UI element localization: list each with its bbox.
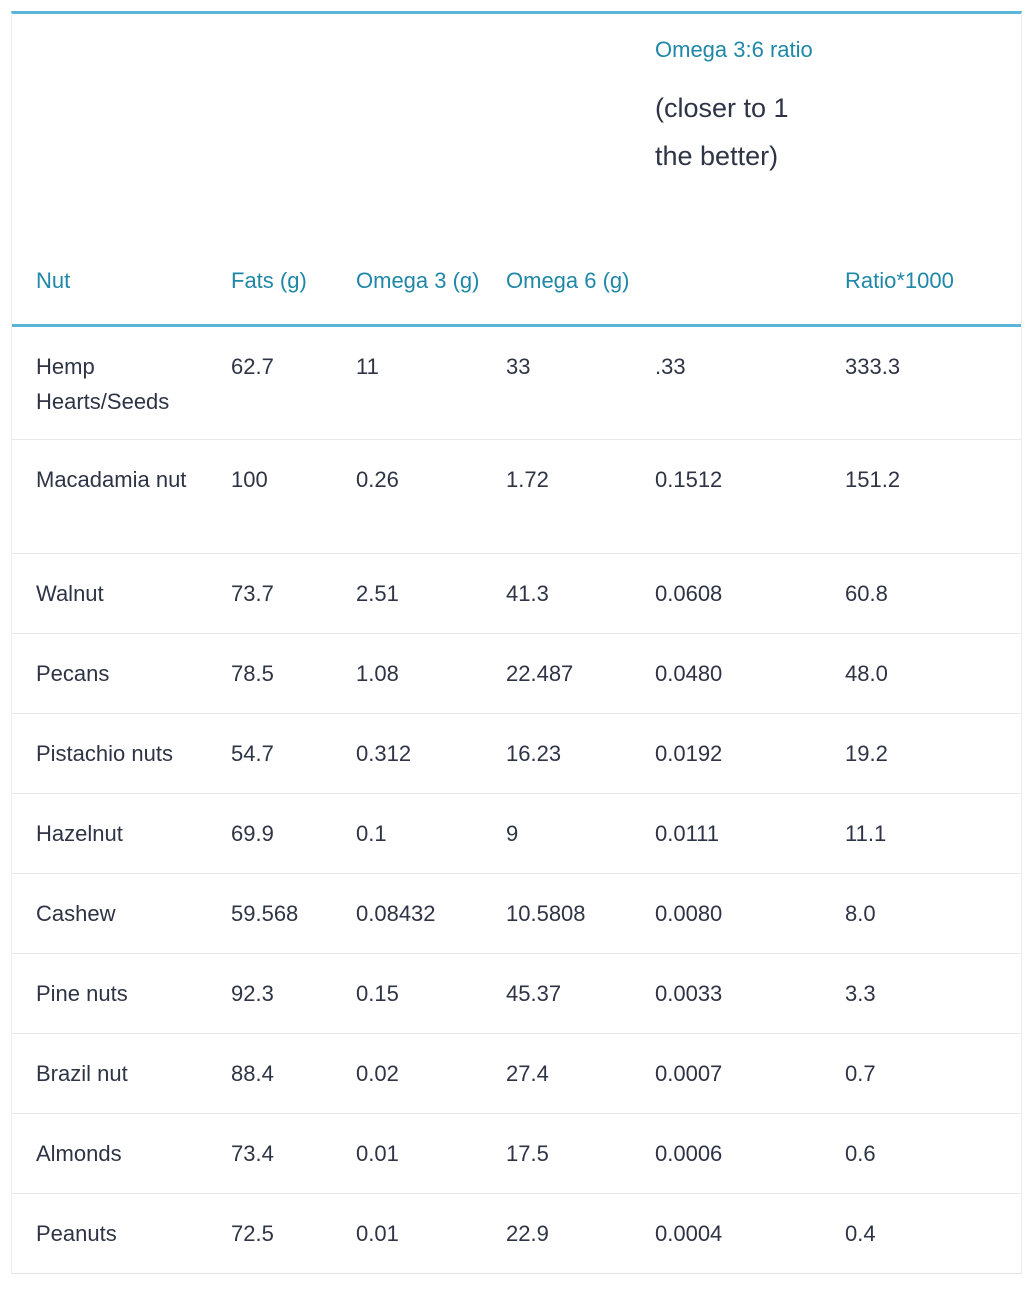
header-omega6-label: Omega 6 (g) — [506, 267, 630, 293]
table-row — [12, 793, 1021, 873]
table-row — [12, 325, 1021, 439]
header-omega3 — [356, 14, 506, 325]
table-body — [12, 325, 1021, 1273]
header-nut: Nut — [36, 267, 71, 293]
table-row — [12, 873, 1021, 953]
cell-ratio1000: 0.6 — [845, 1140, 876, 1166]
cell-fats: 100 — [231, 466, 268, 492]
cell-omega3: 0.1 — [356, 820, 387, 846]
cell-omega3: 0.15 — [356, 980, 399, 1006]
cell-ratio: 0.0192 — [655, 740, 723, 766]
cell-nut: Pine nuts — [36, 980, 128, 1006]
cell-omega6: 17.5 — [506, 1140, 549, 1166]
cell-omega6: 9 — [506, 820, 519, 846]
cell-omega6: 1.72 — [506, 466, 549, 492]
cell-fats: 62.7 — [231, 353, 274, 379]
cell-ratio: 0.1512 — [655, 466, 723, 492]
cell-omega3: 0.01 — [356, 1140, 399, 1166]
nut-omega-table-container — [11, 11, 1022, 1274]
cell-omega6: 10.5808 — [506, 900, 586, 926]
cell-omega6: 33 — [506, 353, 531, 379]
cell-fats: 88.4 — [231, 1060, 274, 1086]
cell-ratio1000: 151.2 — [845, 466, 901, 492]
header-row — [12, 14, 1021, 325]
cell-nut: Pecans — [36, 660, 110, 686]
nut-omega-table — [12, 14, 1021, 1274]
table-row — [12, 713, 1021, 793]
header-ratio — [655, 14, 845, 325]
cell-nut: Hemp Hearts/Seeds — [36, 353, 170, 414]
header-omega3-label: Omega 3 (g) — [356, 267, 480, 293]
cell-omega3: 0.01 — [356, 1220, 399, 1246]
cell-nut: Pistachio nuts — [36, 740, 173, 766]
cell-ratio1000: 8.0 — [845, 900, 876, 926]
header-ratio1000: Ratio*1000 — [845, 267, 954, 293]
cell-ratio: 0.0111 — [655, 820, 720, 846]
cell-omega3: 11 — [356, 353, 379, 379]
cell-omega3: 0.02 — [356, 1060, 399, 1086]
table-row — [12, 1193, 1021, 1273]
cell-ratio1000: 3.3 — [845, 980, 876, 1006]
table-row — [12, 953, 1021, 1033]
table-row — [12, 633, 1021, 713]
cell-ratio: 0.0608 — [655, 580, 723, 606]
cell-omega3: 0.26 — [356, 466, 399, 492]
cell-ratio1000: 48.0 — [845, 660, 888, 686]
cell-omega6: 27.4 — [506, 1060, 549, 1086]
cell-nut: Cashew — [36, 900, 116, 926]
cell-nut: Brazil nut — [36, 1060, 128, 1086]
cell-ratio1000: 11.1 — [845, 820, 887, 846]
cell-fats: 78.5 — [231, 660, 274, 686]
cell-omega3: 0.08432 — [356, 900, 436, 926]
cell-omega3: 0.312 — [356, 740, 412, 766]
cell-ratio1000: 60.8 — [845, 580, 888, 606]
cell-fats: 73.4 — [231, 1140, 274, 1166]
cell-fats: 73.7 — [231, 580, 274, 606]
header-ratio-note: (closer to 1 the better) — [655, 93, 789, 171]
cell-fats: 54.7 — [231, 740, 274, 766]
cell-ratio: 0.0004 — [655, 1220, 723, 1246]
cell-nut: Almonds — [36, 1140, 122, 1166]
cell-ratio: 0.0006 — [655, 1140, 723, 1166]
header-ratio-label: Omega 3:6 ratio — [655, 37, 813, 62]
table-row — [12, 1033, 1021, 1113]
table-row — [12, 553, 1021, 633]
cell-omega3: 2.51 — [356, 580, 399, 606]
header-fats — [231, 14, 356, 325]
cell-ratio1000: 19.2 — [845, 740, 888, 766]
cell-nut: Walnut — [36, 580, 104, 606]
cell-nut: Macadamia nut — [36, 466, 187, 492]
cell-fats: 92.3 — [231, 980, 274, 1006]
cell-nut: Peanuts — [36, 1220, 117, 1246]
cell-omega6: 45.37 — [506, 980, 562, 1006]
cell-omega6: 22.9 — [506, 1220, 549, 1246]
cell-omega6: 16.23 — [506, 740, 562, 766]
cell-omega6: 22.487 — [506, 660, 574, 686]
cell-ratio: 0.0080 — [655, 900, 723, 926]
table-row — [12, 1113, 1021, 1193]
cell-omega6: 41.3 — [506, 580, 549, 606]
cell-ratio: 0.0033 — [655, 980, 723, 1006]
cell-omega3: 1.08 — [356, 660, 399, 686]
cell-fats: 59.568 — [231, 900, 299, 926]
cell-ratio: .33 — [655, 353, 686, 379]
table-header — [12, 14, 1021, 325]
header-fats-label: Fats (g) — [231, 267, 307, 293]
cell-fats: 69.9 — [231, 820, 274, 846]
cell-ratio1000: 333.3 — [845, 353, 901, 379]
cell-ratio1000: 0.4 — [845, 1220, 876, 1246]
cell-ratio: 0.0007 — [655, 1060, 723, 1086]
header-omega6 — [506, 14, 655, 325]
cell-ratio: 0.0480 — [655, 660, 723, 686]
cell-ratio1000: 0.7 — [845, 1060, 876, 1086]
cell-nut: Hazelnut — [36, 820, 123, 846]
cell-fats: 72.5 — [231, 1220, 274, 1246]
table-row — [12, 439, 1021, 553]
